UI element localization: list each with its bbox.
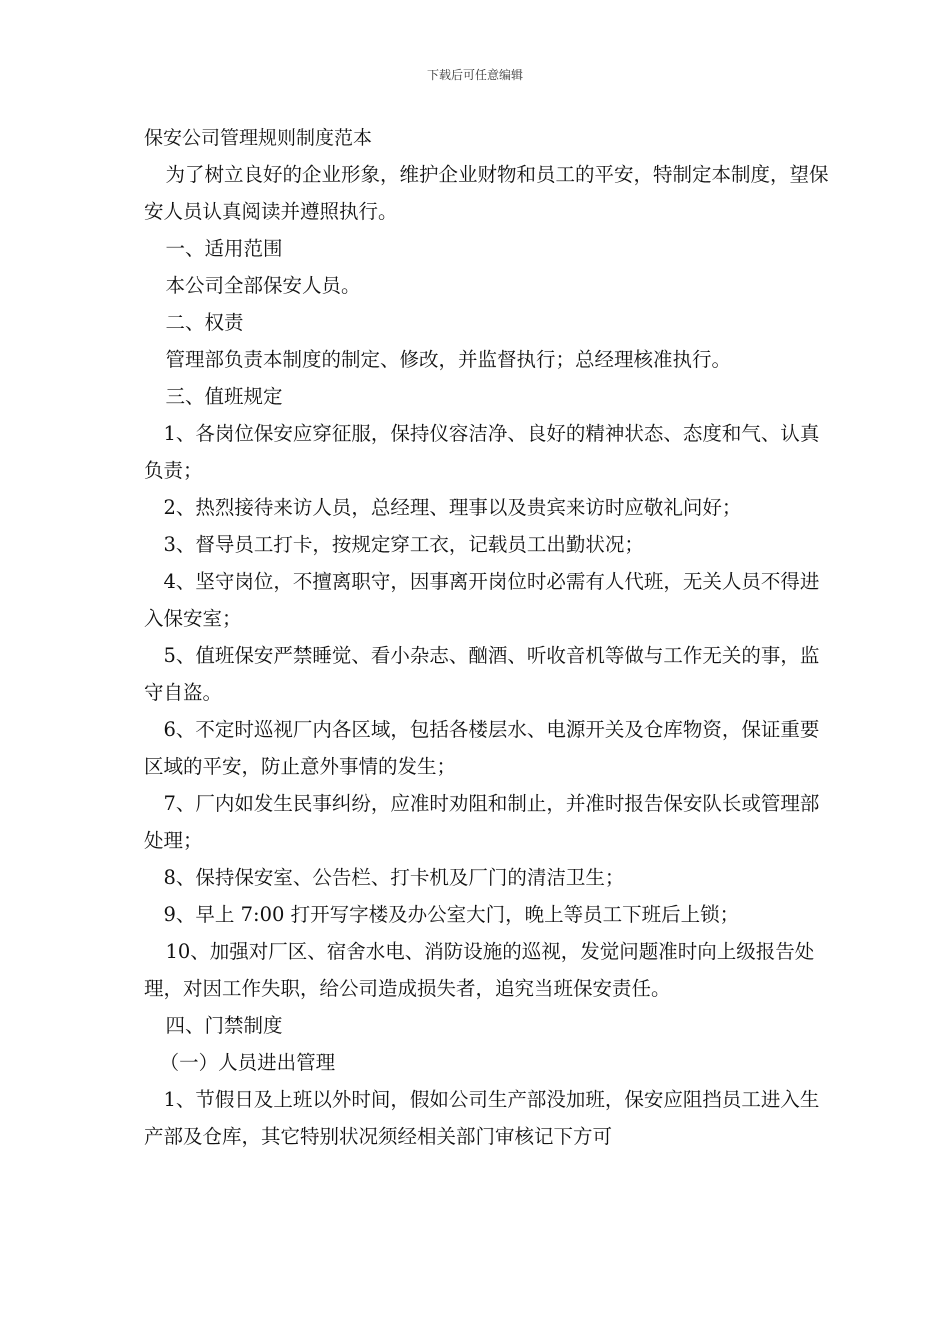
- header-note: 下载后可任意编辑: [426, 68, 523, 82]
- paragraph-responsibility: 管理部负责本制度的制定、修改，并监督执行；总经理核准执行。: [165, 348, 731, 371]
- duty-item-2: 2、热烈接待来访人员，总经理、理事以及贵宾来访时应敬礼问好；: [163, 496, 742, 519]
- duty-item-9: 9、早上 7:00 打开写字楼及办公室大门，晚上等员工下班后上锁；: [163, 903, 740, 926]
- section-heading-access: 四、门禁制度: [165, 1014, 283, 1037]
- section-heading-duty: 三、值班规定: [165, 385, 283, 408]
- intro-paragraph: 为了树立良好的企业形象，维护企业财物和员工的平安，特制定本制度，望保安人员认真阅读并遵照执行。: [144, 163, 829, 223]
- duty-item-10: 10、加强对厂区、宿舍水电、消防设施的巡视，发觉问题准时向上级报告处理，对因工作失职，给公司造成损失者，追究当班保安责任。: [144, 940, 815, 1000]
- paragraph-scope: 本公司全部保安人员。: [165, 274, 361, 297]
- section-heading-responsibility: 二、权责: [165, 311, 244, 334]
- duty-item-1: 1、各岗位保安应穿征服，保持仪容洁净、良好的精神状态、态度和气、认真负责；: [144, 422, 820, 482]
- duty-item-5: 5、值班保安严禁睡觉、看小杂志、酗酒、听收音机等做与工作无关的事，监守自盗。: [144, 644, 820, 704]
- duty-item-7: 7、厂内如发生民事纠纷，应准时劝阻和制止，并准时报告保安队长或管理部处理；: [144, 792, 820, 852]
- access-item-1: 1、节假日及上班以外时间，假如公司生产部没加班，保安应阻挡员工进入生产部及仓库，其它特别状况须经相关部门审核记下方可: [144, 1088, 820, 1148]
- duty-item-8: 8、保持保安室、公告栏、打卡机及厂门的清洁卫生；: [163, 866, 625, 889]
- document-title: 保安公司管理规则制度范本: [144, 127, 373, 149]
- duty-item-6: 6、不定时巡视厂内各区域，包括各楼层水、电源开关及仓库物资，保证重要区域的平安，防止意外事情的发生；: [144, 718, 820, 778]
- section-heading-scope: 一、适用范围: [165, 237, 283, 260]
- duty-item-3: 3、督导员工打卡，按规定穿工衣，记载员工出勤状况；: [163, 533, 644, 556]
- duty-item-4: 4、坚守岗位，不擅离职守，因事离开岗位时必需有人代班，无关人员不得进入保安室；: [144, 570, 820, 630]
- document-body: [144, 156, 834, 1155]
- subsection-heading-personnel: （一）人员进出管理: [159, 1051, 336, 1074]
